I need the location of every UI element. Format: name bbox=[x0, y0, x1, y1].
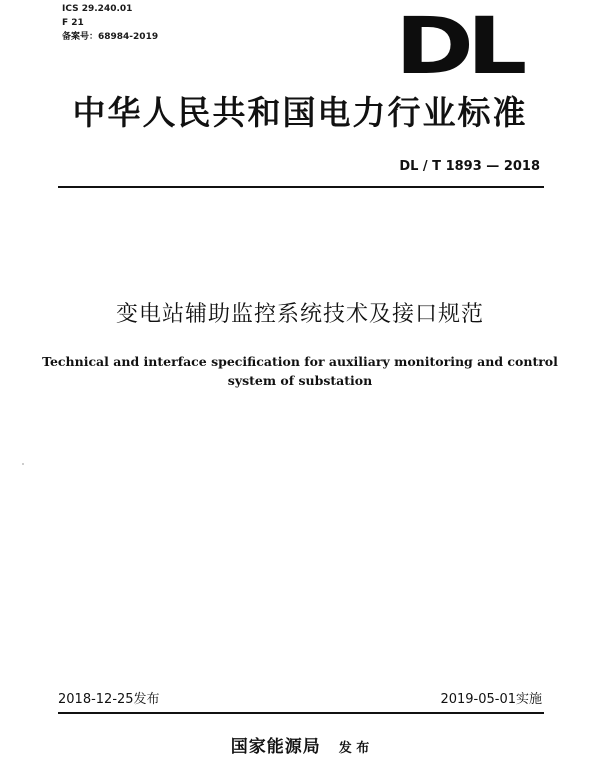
issue-date: 2018-12-25发布 bbox=[58, 692, 160, 707]
document-title-en bbox=[40, 352, 560, 390]
dl-logo: DL bbox=[395, 2, 520, 92]
publisher-name: 国家能源局 bbox=[230, 737, 321, 757]
publisher-action: 发 布 bbox=[338, 741, 370, 756]
organization-title: 中华人民共和国电力行业标准 bbox=[72, 93, 528, 132]
publisher-line bbox=[0, 735, 600, 761]
document-title-cn: 变电站辅助监控系统技术及接口规范 bbox=[115, 302, 484, 327]
classification-code: F 21 bbox=[62, 18, 84, 28]
title-en-line-2: system of substation bbox=[227, 373, 373, 388]
footer-divider bbox=[58, 712, 544, 714]
implementation-date: 2019-05-01实施 bbox=[440, 692, 542, 707]
standard-number: DL / T 1893 — 2018 bbox=[399, 159, 540, 174]
record-number: 备案号：68984-2019 bbox=[62, 32, 159, 42]
document-meta bbox=[62, 2, 158, 44]
scan-speck bbox=[22, 463, 24, 465]
title-en-line-1: Technical and interface specification for auxiliary monitoring and control bbox=[42, 354, 558, 369]
ics-code: ICS 29.240.01 bbox=[62, 4, 133, 14]
header-divider bbox=[58, 186, 544, 188]
